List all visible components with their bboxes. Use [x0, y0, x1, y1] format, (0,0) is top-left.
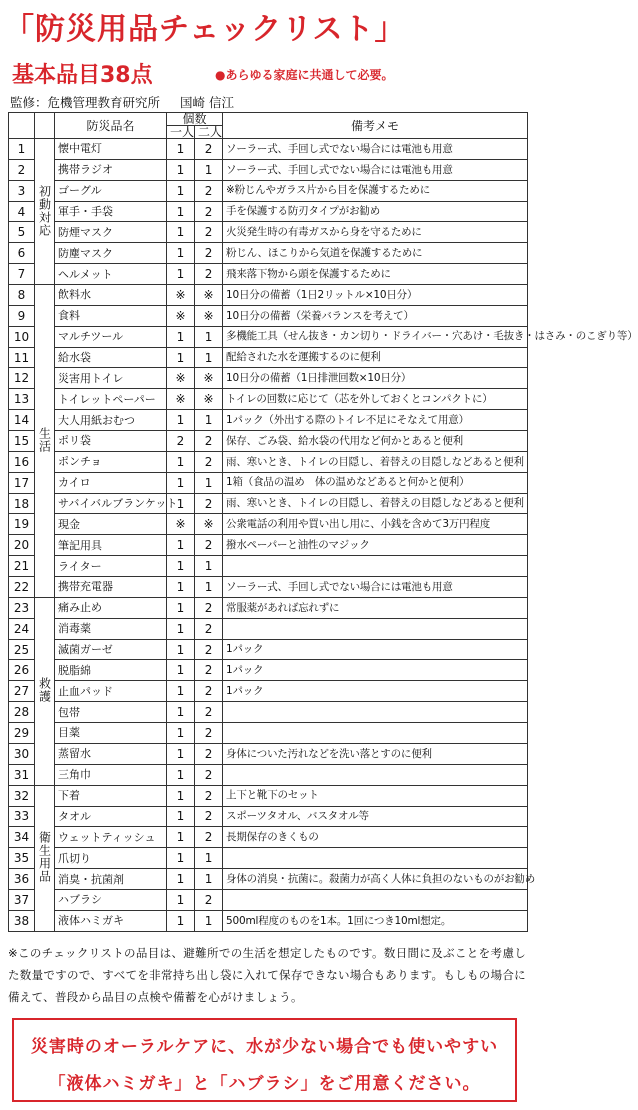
memo-cell: [223, 889, 528, 910]
row-number: 18: [9, 493, 35, 514]
row-number: 32: [9, 785, 35, 806]
count-one-person: 1: [167, 493, 195, 514]
supervisor-name: 国崎 信江: [180, 95, 234, 110]
category-label: 初動対応: [37, 184, 52, 237]
item-name: 大人用紙おむつ: [55, 410, 167, 431]
count-two-persons: 2: [195, 139, 223, 160]
memo-cell: スポーツタオル、バスタオル等: [223, 806, 528, 827]
count-two-persons: 2: [195, 597, 223, 618]
count-one-person: 1: [167, 201, 195, 222]
table-row: [9, 514, 528, 535]
count-two-persons: 1: [195, 472, 223, 493]
item-name: マルチツール: [55, 326, 167, 347]
item-name: 爪切り: [55, 848, 167, 869]
item-name: 液体ハミガキ: [55, 910, 167, 931]
tagline: ●あらゆる家庭に共通して必要。: [215, 68, 394, 82]
category-label: 救護: [37, 677, 52, 704]
count-two-persons: 2: [195, 764, 223, 785]
memo-cell: 1パック: [223, 660, 528, 681]
count-two-persons: 2: [195, 180, 223, 201]
count-one-person: 1: [167, 264, 195, 285]
callout-box: [12, 1018, 517, 1102]
count-two-persons: 2: [195, 681, 223, 702]
table-row: [9, 389, 528, 410]
table-row: [9, 889, 528, 910]
row-number: 5: [9, 222, 35, 243]
memo-cell: 1箱（食品の温め 体の温めなどあると何かと便利）: [223, 472, 528, 493]
row-number: 26: [9, 660, 35, 681]
header-category: [35, 113, 55, 139]
table-row: [9, 556, 528, 577]
memo-cell: 常服薬があれば忘れずに: [223, 597, 528, 618]
memo-cell: [223, 702, 528, 723]
count-two-persons: 2: [195, 264, 223, 285]
count-one-person: 1: [167, 785, 195, 806]
count-two-persons: 2: [195, 827, 223, 848]
memo-cell: 身体の消臭・抗菌に。殺菌力が高く人体に負担のないものがお勧め: [223, 869, 528, 890]
table-row: [9, 264, 528, 285]
count-one-person: ※: [167, 389, 195, 410]
table-row: [9, 827, 528, 848]
row-number: 35: [9, 848, 35, 869]
count-two-persons: 1: [195, 848, 223, 869]
count-one-person: 1: [167, 889, 195, 910]
callout-line-2: 「液体ハミガキ」と「ハブラシ」をご用意ください。: [48, 1074, 481, 1094]
count-one-person: ※: [167, 514, 195, 535]
row-number: 34: [9, 827, 35, 848]
table-row: [9, 785, 528, 806]
row-number: 7: [9, 264, 35, 285]
row-number: 4: [9, 201, 35, 222]
count-one-person: 2: [167, 431, 195, 452]
count-two-persons: 2: [195, 702, 223, 723]
page-title: 「防災用品チェックリスト」: [4, 12, 406, 47]
row-number: 9: [9, 305, 35, 326]
memo-cell: 保存、ごみ袋、給水袋の代用など何かとあると便利: [223, 431, 528, 452]
table-row: [9, 472, 528, 493]
count-one-person: 1: [167, 180, 195, 201]
table-row: [9, 368, 528, 389]
count-two-persons: 1: [195, 869, 223, 890]
header-two-persons: 二人: [195, 126, 223, 139]
memo-cell: 公衆電話の利用や買い出し用に、小銭を含めて3万円程度: [223, 514, 528, 535]
count-two-persons: 2: [195, 618, 223, 639]
memo-cell: 10日分の備蓄（1日2リットル×10日分）: [223, 285, 528, 306]
table-row: [9, 910, 528, 931]
memo-cell: 雨、寒いとき、トイレの目隠し、着替えの目隠しなどあると便利: [223, 451, 528, 472]
row-number: 23: [9, 597, 35, 618]
table-row: [9, 139, 528, 160]
footnote: ※このチェックリストの品目は、避難所での生活を想定したものです。数日間に及ぶことを考慮した数量ですので、すべてを非常持ち出し袋に入れて保存できない場合もあります。もしもの場合に備えて、普段から品目の点検や備蓄を心がけましょう。: [8, 946, 526, 1004]
count-one-person: 1: [167, 910, 195, 931]
table-row: [9, 180, 528, 201]
table-row: [9, 243, 528, 264]
count-two-persons: 2: [195, 660, 223, 681]
item-name: 消臭・抗菌剤: [55, 869, 167, 890]
row-number: 33: [9, 806, 35, 827]
table-row: [9, 535, 528, 556]
item-name: 防塵マスク: [55, 243, 167, 264]
count-one-person: 1: [167, 472, 195, 493]
row-number: 22: [9, 577, 35, 598]
count-two-persons: 1: [195, 556, 223, 577]
count-one-person: 1: [167, 597, 195, 618]
count-one-person: 1: [167, 139, 195, 160]
count-two-persons: 2: [195, 639, 223, 660]
memo-cell: 長期保存のきくもの: [223, 827, 528, 848]
table-row: [9, 493, 528, 514]
row-number: 38: [9, 910, 35, 931]
count-two-persons: 2: [195, 493, 223, 514]
item-name: 携帯ラジオ: [55, 159, 167, 180]
count-one-person: 1: [167, 159, 195, 180]
count-one-person: 1: [167, 243, 195, 264]
count-one-person: 1: [167, 764, 195, 785]
memo-cell: 上下と靴下のセット: [223, 785, 528, 806]
table-row: [9, 285, 528, 306]
count-one-person: 1: [167, 410, 195, 431]
row-number: 10: [9, 326, 35, 347]
table-header-row: [9, 113, 528, 126]
memo-cell: ソーラー式、手回し式でない場合には電池も用意: [223, 139, 528, 160]
callout-line-1: 災害時のオーラルケアに、水が少ない場合でも使いやすい: [30, 1037, 499, 1057]
header-item-name: 防災品名: [55, 113, 167, 139]
category-cell: [35, 785, 55, 931]
table-row: [9, 347, 528, 368]
item-name: サバイバルブランケット: [55, 493, 167, 514]
count-one-person: 1: [167, 222, 195, 243]
memo-cell: 500ml程度のものを1本。1回につき10ml想定。: [223, 910, 528, 931]
item-name: 軍手・手袋: [55, 201, 167, 222]
memo-cell: 粉じん、ほこりから気道を保護するために: [223, 243, 528, 264]
supervisor-line: [10, 93, 234, 111]
memo-cell: 10日分の備蓄（栄養バランスを考えて）: [223, 305, 528, 326]
row-number: 25: [9, 639, 35, 660]
count-two-persons: 2: [195, 743, 223, 764]
count-one-person: 1: [167, 702, 195, 723]
memo-cell: 飛来落下物から頭を保護するために: [223, 264, 528, 285]
row-number: 15: [9, 431, 35, 452]
item-name: 飲料水: [55, 285, 167, 306]
count-two-persons: 1: [195, 159, 223, 180]
row-number: 30: [9, 743, 35, 764]
row-number: 36: [9, 869, 35, 890]
item-name: 包帯: [55, 702, 167, 723]
item-name: 現金: [55, 514, 167, 535]
count-one-person: 1: [167, 806, 195, 827]
count-one-person: ※: [167, 368, 195, 389]
item-name: ゴーグル: [55, 180, 167, 201]
item-name: 食料: [55, 305, 167, 326]
item-name: 脱脂綿: [55, 660, 167, 681]
table-row: [9, 597, 528, 618]
count-one-person: 1: [167, 848, 195, 869]
count-one-person: 1: [167, 869, 195, 890]
count-one-person: ※: [167, 305, 195, 326]
row-number: 3: [9, 180, 35, 201]
row-number: 11: [9, 347, 35, 368]
count-two-persons: 2: [195, 222, 223, 243]
item-name: 三角巾: [55, 764, 167, 785]
table-row: [9, 639, 528, 660]
count-two-persons: 2: [195, 201, 223, 222]
row-number: 24: [9, 618, 35, 639]
item-name: 蒸留水: [55, 743, 167, 764]
memo-cell: 1パック: [223, 681, 528, 702]
category-cell: [35, 597, 55, 785]
item-name: ライター: [55, 556, 167, 577]
table-body: [9, 139, 638, 932]
memo-cell: 手を保護する防刃タイプがお勧め: [223, 201, 528, 222]
category-cell: [35, 139, 55, 285]
item-name: 給水袋: [55, 347, 167, 368]
item-name: 携帯充電器: [55, 577, 167, 598]
item-name: 災害用トイレ: [55, 368, 167, 389]
header-memo: 備考メモ: [223, 113, 528, 139]
count-two-persons: ※: [195, 389, 223, 410]
table-row: [9, 681, 528, 702]
table-row: [9, 431, 528, 452]
table-row: [9, 305, 528, 326]
table-row: [9, 806, 528, 827]
page-subtitle: 基本品目38点: [12, 63, 153, 88]
row-number: 28: [9, 702, 35, 723]
memo-cell: 配給された水を運搬するのに便利: [223, 347, 528, 368]
table-row: [9, 702, 528, 723]
supervisor-org: 監修：危機管理教育研究所: [10, 95, 161, 110]
memo-cell: [223, 723, 528, 744]
item-name: ヘルメット: [55, 264, 167, 285]
memo-cell: 1パック（外出する際のトイレ不足にそなえて用意）: [223, 410, 528, 431]
table-row: [9, 159, 528, 180]
row-number: 37: [9, 889, 35, 910]
item-name: ポンチョ: [55, 451, 167, 472]
count-one-person: ※: [167, 285, 195, 306]
count-two-persons: 2: [195, 889, 223, 910]
count-one-person: 1: [167, 347, 195, 368]
table-row: [9, 764, 528, 785]
memo-cell: 1パック: [223, 639, 528, 660]
item-name: 止血パッド: [55, 681, 167, 702]
item-name: カイロ: [55, 472, 167, 493]
table-row: [9, 723, 528, 744]
table-row: [9, 201, 528, 222]
item-name: 目薬: [55, 723, 167, 744]
count-one-person: 1: [167, 639, 195, 660]
count-two-persons: ※: [195, 285, 223, 306]
table-row: [9, 743, 528, 764]
count-two-persons: 1: [195, 326, 223, 347]
count-two-persons: 1: [195, 910, 223, 931]
count-one-person: 1: [167, 723, 195, 744]
count-one-person: 1: [167, 326, 195, 347]
item-name: 防煙マスク: [55, 222, 167, 243]
row-number: 13: [9, 389, 35, 410]
count-two-persons: 1: [195, 577, 223, 598]
category-label: 生活: [37, 426, 52, 453]
row-number: 16: [9, 451, 35, 472]
memo-cell: 火災発生時の有毒ガスから身を守るために: [223, 222, 528, 243]
item-name: 懐中電灯: [55, 139, 167, 160]
item-name: 下着: [55, 785, 167, 806]
table-row: [9, 618, 528, 639]
row-number: 20: [9, 535, 35, 556]
row-number: 17: [9, 472, 35, 493]
table-row: [9, 222, 528, 243]
row-number: 29: [9, 723, 35, 744]
memo-cell: [223, 618, 528, 639]
count-one-person: 1: [167, 577, 195, 598]
item-name: 滅菌ガーゼ: [55, 639, 167, 660]
count-two-persons: 2: [195, 785, 223, 806]
memo-cell: ソーラー式、手回し式でない場合には電池も用意: [223, 577, 528, 598]
header-no: [9, 113, 35, 139]
table-row: [9, 577, 528, 598]
memo-cell: トイレの回数に応じて（芯を外しておくとコンパクトに）: [223, 389, 528, 410]
row-number: 8: [9, 285, 35, 306]
count-one-person: 1: [167, 660, 195, 681]
count-one-person: 1: [167, 451, 195, 472]
item-name: 筆記用具: [55, 535, 167, 556]
count-two-persons: 2: [195, 431, 223, 452]
memo-cell: 10日分の備蓄（1日排泄回数×10日分）: [223, 368, 528, 389]
item-name: ハブラシ: [55, 889, 167, 910]
count-two-persons: ※: [195, 368, 223, 389]
memo-cell: [223, 764, 528, 785]
row-number: 1: [9, 139, 35, 160]
header-one-person: 一人: [167, 126, 195, 139]
row-number: 21: [9, 556, 35, 577]
row-number: 6: [9, 243, 35, 264]
item-name: ウェットティッシュ: [55, 827, 167, 848]
category-label: 衛生用品: [37, 831, 52, 884]
category-cell: [35, 285, 55, 598]
count-two-persons: ※: [195, 514, 223, 535]
table-row: [9, 848, 528, 869]
row-number: 19: [9, 514, 35, 535]
memo-cell: [223, 848, 528, 869]
count-one-person: 1: [167, 743, 195, 764]
item-name: タオル: [55, 806, 167, 827]
table-row: [9, 326, 528, 347]
count-one-person: 1: [167, 681, 195, 702]
count-two-persons: ※: [195, 305, 223, 326]
table-row: [9, 451, 528, 472]
memo-cell: 撥水ペーパーと油性のマジック: [223, 535, 528, 556]
row-number: 31: [9, 764, 35, 785]
row-number: 12: [9, 368, 35, 389]
header-count: 個数: [167, 113, 223, 126]
item-name: ポリ袋: [55, 431, 167, 452]
count-one-person: 1: [167, 556, 195, 577]
item-name: 消毒薬: [55, 618, 167, 639]
count-two-persons: 2: [195, 806, 223, 827]
count-two-persons: 2: [195, 535, 223, 556]
memo-cell: 雨、寒いとき、トイレの目隠し、着替えの目隠しなどあると便利: [223, 493, 528, 514]
memo-cell: 身体についた汚れなどを洗い落とすのに便利: [223, 743, 528, 764]
memo-cell: ソーラー式、手回し式でない場合には電池も用意: [223, 159, 528, 180]
count-two-persons: 1: [195, 410, 223, 431]
count-one-person: 1: [167, 535, 195, 556]
table-row: [9, 660, 528, 681]
checklist-table: [8, 112, 638, 932]
count-two-persons: 2: [195, 451, 223, 472]
item-name: 痛み止め: [55, 597, 167, 618]
item-name: トイレットペーパー: [55, 389, 167, 410]
table-row: [9, 410, 528, 431]
table-row: [9, 869, 528, 890]
count-two-persons: 2: [195, 243, 223, 264]
row-number: 27: [9, 681, 35, 702]
row-number: 14: [9, 410, 35, 431]
count-two-persons: 2: [195, 723, 223, 744]
count-two-persons: 1: [195, 347, 223, 368]
count-one-person: 1: [167, 827, 195, 848]
count-one-person: 1: [167, 618, 195, 639]
memo-cell: ※粉じんやガラス片から目を保護するために: [223, 180, 528, 201]
row-number: 2: [9, 159, 35, 180]
memo-cell: [223, 556, 528, 577]
memo-cell: 多機能工具（せん抜き・カン切り・ドライバー・穴あけ・毛抜き・はさみ・のこぎり等）: [223, 326, 528, 347]
